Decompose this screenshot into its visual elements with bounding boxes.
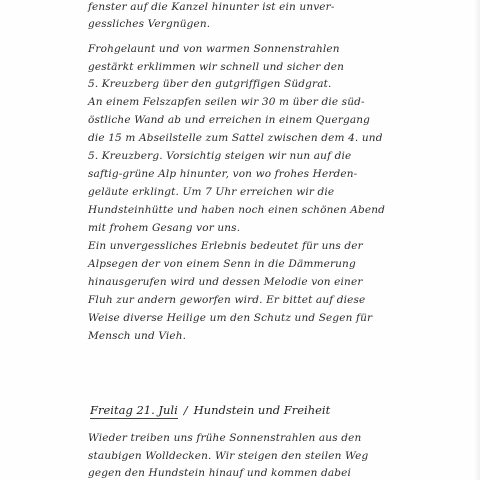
text-line: die 15 m Abseilstelle zum Sattel zwischen dem 4. und xyxy=(88,132,383,144)
text-line: mit frohem Gesang vor uns. xyxy=(88,222,241,234)
text-line: Alpsegen der von einem Senn in die Dämmerung xyxy=(88,258,356,270)
text-line: Wieder treiben uns frühe Sonnenstrahlen aus den xyxy=(88,432,362,444)
text-line: Mensch und Vieh. xyxy=(88,330,187,342)
entry-title: Hundstein und Freiheit xyxy=(193,403,331,417)
text-line: östliche Wand ab und erreichen in einem Quergang xyxy=(88,114,371,126)
text-line: gessliches Vergnügen. xyxy=(88,18,211,30)
text-line: 5. Kreuzberg über den gutgriffigen Südgrat. xyxy=(88,78,332,90)
text-line: gegen den Hundstein hinauf und kommen dabei xyxy=(88,467,352,479)
text-line: geläute erklingt. Um 7 Uhr erreichen wir die xyxy=(88,186,335,198)
text-line: saftig-grüne Alp hinunter, von wo frohes Herden- xyxy=(88,168,358,180)
text-line: Ein unvergessliches Erlebnis bedeutet für uns der xyxy=(88,240,363,252)
text-line: hinausgerufen wird und dessen Melodie von einer xyxy=(88,276,363,288)
entry-separator: / xyxy=(183,403,188,417)
entry-heading xyxy=(90,405,330,417)
text-line: An einem Felszapfen seilen wir 30 m über die süd- xyxy=(88,96,365,108)
text-line: Hundsteinhütte und haben noch einen schönen Abend xyxy=(88,204,385,216)
entry-date: Freitag 21. Juli xyxy=(90,403,178,417)
text-line: gestärkt erklimmen wir schnell und sicher den xyxy=(88,61,345,73)
text-line: fenster auf die Kanzel hinunter ist ein unver- xyxy=(88,1,335,13)
text-line: 5. Kreuzberg. Vorsichtig steigen wir nun auf die xyxy=(88,150,352,162)
text-line: Weise diverse Heilige um den Schutz und Segen für xyxy=(88,312,373,324)
text-line: Fluh zur andern geworfen wird. Er bittet auf diese xyxy=(88,294,366,306)
text-line: staubigen Wolldecken. Wir steigen den steilen Weg xyxy=(88,450,369,462)
text-line: Frohgelaunt und von warmen Sonnenstrahlen xyxy=(88,43,340,55)
